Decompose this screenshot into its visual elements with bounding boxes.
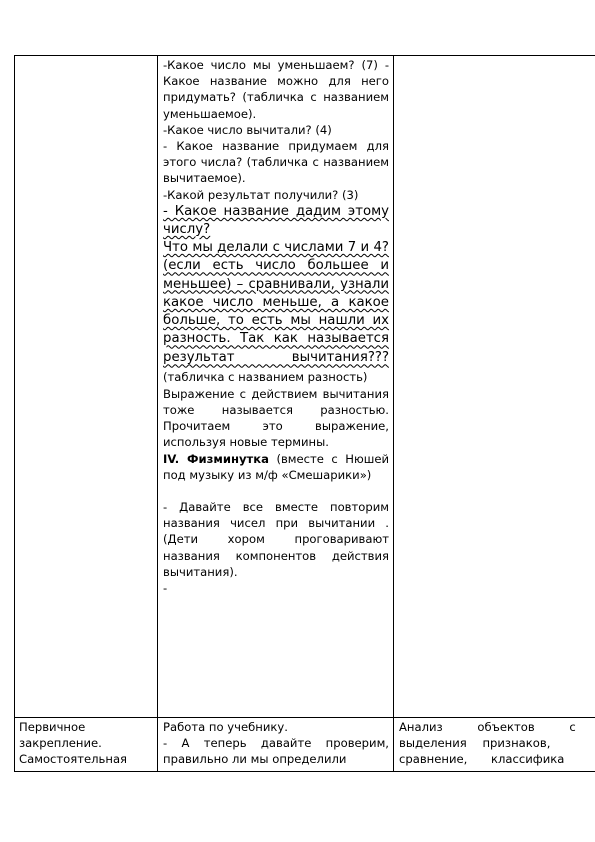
paragraph-8 xyxy=(163,451,389,483)
stage-line-1: Первичное xyxy=(19,720,86,734)
spellcheck-underlined-text: Что мы делали с числами 7 и 4? (если есть число большее и меньшее) – сравнивали, узнали какое число меньше, а какое больше, то есть мы нашли их разность. Так как называется результат вычитания??? xyxy=(163,240,389,366)
stage-line-3: Самостоятельная xyxy=(19,752,128,766)
table-bottom-border xyxy=(14,771,595,772)
stage-line-2: закрепление. xyxy=(19,736,102,750)
paragraph-7: Выражение с действием вычитания тоже называется разностью. Прочитаем это выражение, используя новые термины. xyxy=(163,386,389,450)
table-top-border xyxy=(14,55,595,56)
paragraph-1: -Какое число мы уменьшаем? (7) - Какое название можно для него придумать? (табличка с названием уменьшаемое). xyxy=(163,58,389,121)
section-heading-rest: (вместе с Нюшей под музыку из м/ф «Смешарики») xyxy=(163,451,389,482)
column-border-1 xyxy=(157,55,158,772)
row2-left-cell xyxy=(19,719,155,771)
paragraph-4: -Какой результат получили? (3) xyxy=(163,187,359,202)
row2-middle-cell xyxy=(163,719,389,771)
outcome-line-2: выделения признаков, xyxy=(399,736,551,750)
column-border-left xyxy=(14,55,15,772)
paragraph-3: - Какое название придумаем для этого числа? (табличка с названием вычитаемое). xyxy=(163,139,389,186)
paragraph-5 xyxy=(163,203,389,239)
spellcheck-underlined-text: - Какое название дадим этому числу? xyxy=(163,203,389,238)
row-divider xyxy=(14,717,595,718)
activity-line-1: Работа по учебнику. xyxy=(163,720,288,734)
outcome-line-1: Анализ объектов с xyxy=(399,720,576,734)
outcome-line-3: сравнение, классифика xyxy=(399,752,565,766)
section-heading: IV. Физминутка xyxy=(163,451,269,466)
column-border-2 xyxy=(393,55,394,772)
paragraph-10: - xyxy=(163,581,168,596)
activity-line-2: - А теперь давайте проверим, правильно ли мы определили xyxy=(163,736,389,766)
row1-middle-cell xyxy=(163,57,389,717)
paragraph-6-rest: (табличка с названием разность) xyxy=(163,369,368,384)
paragraph-9: - Давайте все вместе повторим названия чисел при вычитании . (Дети хором проговаривают названия компонентов действия вычитания). xyxy=(163,500,389,579)
blank-line xyxy=(163,483,389,499)
row2-right-cell xyxy=(399,719,595,771)
paragraph-2: -Какое число вычитали? (4) xyxy=(163,122,332,137)
paragraph-6 xyxy=(163,239,389,387)
